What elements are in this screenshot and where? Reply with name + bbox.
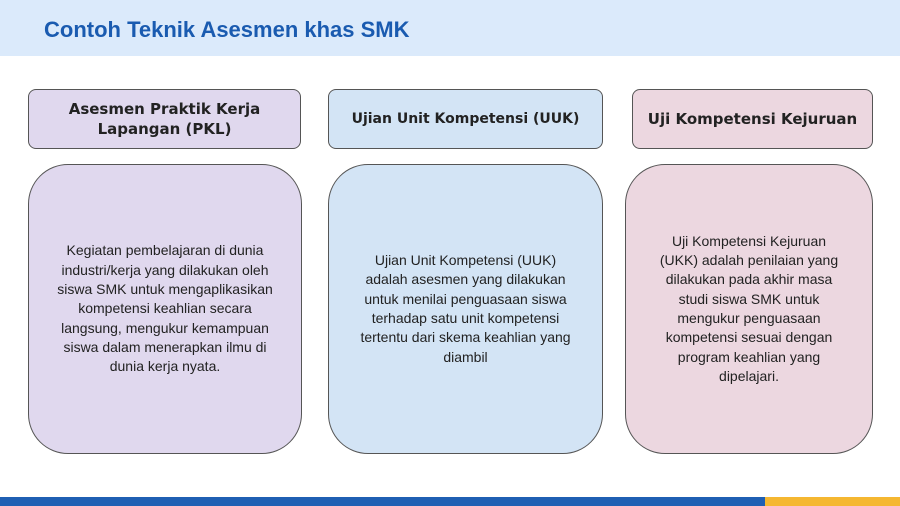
card-heading-ukk: Uji Kompetensi Kejuruan	[632, 89, 873, 149]
card-body-ukk: Uji Kompetensi Kejuruan (UKK) adalah penilaian yang dilakukan pada akhir masa studi siswa SMK untuk mengukur penguasaan kompetensi sesuai dengan program keahlian yang dipelajari.	[625, 164, 873, 454]
bottom-accent-bar-gold	[765, 497, 900, 506]
card-heading-uuk: Ujian Unit Kompetensi (UUK)	[328, 89, 603, 149]
bottom-accent-bar-blue	[0, 497, 765, 506]
card-body-pkl: Kegiatan pembelajaran di dunia industri/kerja yang dilakukan oleh siswa SMK untuk mengaplikasikan kompetensi keahlian secara langsung, mengukur kemampuan siswa dalam menerapkan ilmu di dunia kerja nyata.	[28, 164, 302, 454]
page-title: Contoh Teknik Asesmen khas SMK	[44, 17, 410, 42]
card-heading-pkl: Asesmen Praktik Kerja Lapangan (PKL)	[28, 89, 301, 149]
card-body-uuk: Ujian Unit Kompetensi (UUK) adalah asesmen yang dilakukan untuk menilai penguasaan siswa terhadap satu unit kompetensi tertentu dari skema keahlian yang diambil	[328, 164, 603, 454]
